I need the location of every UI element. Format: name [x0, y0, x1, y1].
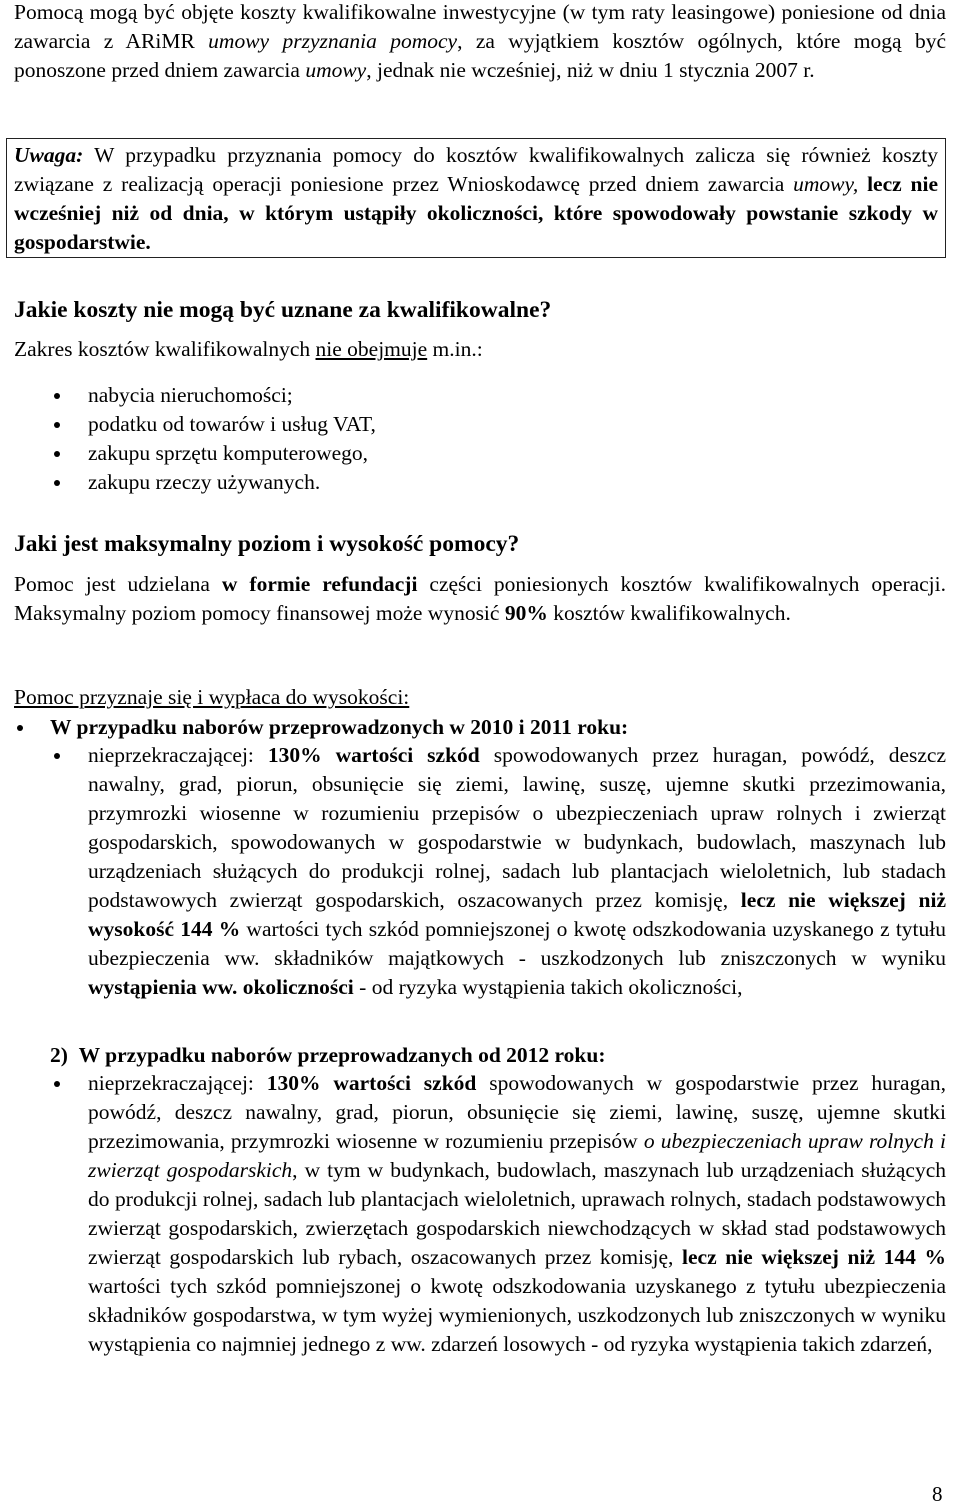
page-number: 8 — [932, 1482, 943, 1506]
section1-lead: Zakres kosztów kwalifikowalnych nie obejmuje m.in.: — [14, 337, 483, 361]
section1-heading: Jakie koszty nie mogą być uznane za kwalifikowalne? — [14, 297, 552, 323]
section2-heading: Jaki jest maksymalny poziom i wysokość pomocy? — [14, 531, 520, 557]
amount-lead: Pomoc przyznaje się i wypłaca do wysokości: — [14, 685, 410, 709]
case2-title: 2) W przypadku naborów przeprowadzanych od 2012 roku: — [50, 1043, 606, 1067]
case1-text: nieprzekraczającej: 130% wartości szkód spowodowanych przez huragan, powódź, deszcz nawalny, grad, piorun, obsunięcie się ziemi, lawinę, suszę, ujemne skutki przezimowania, przymrozki wiosenne w rozumieniu przepisów o ubezpieczeniach upraw rolnych i zwierząt gospodarskich, spowodowanych w gospodarstwie w budynkach, budowlach, maszynach lub urządzeniach służących do produkcji rolnej, sadach lub plantacjach wieloletnich, lub stadach podstawowych zwierząt gospodarskich, oszacowanych przez komisję, lecz nie większej niż wysokość 144 % wartości tych szkód pomniejszonej o kwotę odszkodowania uzyskanego z tytułu ubezpieczenia ww. składników majątkowych - uszkodzonych lub zniszczonych w wyniku wystąpienia ww. okoliczności - od ryzyka wystąpienia takich okoliczności, — [88, 743, 947, 999]
bullet-icon — [54, 1081, 60, 1087]
case1-title: W przypadku naborów przeprowadzonych w 2010 i 2011 roku: — [50, 715, 629, 739]
bullet-icon — [54, 451, 60, 457]
case2-text: nieprzekraczającej: 130% wartości szkód spowodowanych w gospodarstwie przez huragan, powódź, deszcz nawalny, grad, piorun, obsunięcie się ziemi, lawinę, suszę, ujemne skutki przezimowania, przymrozki wiosenne w rozumieniu przepisów o ubezpieczeniach upraw rolnych i zwierząt gospodarskich, w tym w budynkach, budowlach, maszynach lub urządzeniach służących do produkcji rolnej, sadach lub plantacjach wieloletnich, uprawach rolnych, stadach podstawowych zwierząt gospodarskich, zwierzętach gospodarskich niewchodzących w skład stad podstawowych zwierząt gospodarskich lub rybach, oszacowanych przez komisję, lecz nie większej niż 144 % wartości tych szkód pomniejszonej o kwotę odszkodowania uzyskanego z tytułu ubezpieczenia składników gospodarstwa, w tym wyżej wymienionych, uszkodzonych lub zniszczonych w wyniku wystąpienia co najmniej jednego z ww. zdarzeń losowych - od ryzyka wystąpienia takich zdarzeń, — [88, 1071, 947, 1356]
refund-paragraph: Pomoc jest udzielana w formie refundacji części poniesionych kosztów kwalifikowalnych operacji. Maksymalny poziom pomocy finansowej może wynosić 90% kosztów kwalifikowalnych. — [14, 572, 947, 625]
list-item: zakupu rzeczy używanych. — [14, 468, 376, 497]
list-item: nabycia nieruchomości; — [14, 381, 376, 410]
bullet-icon — [17, 725, 23, 731]
bullet-icon — [54, 393, 60, 399]
bullet-icon — [54, 753, 60, 759]
note-label: Uwaga: — [14, 143, 84, 167]
list-item: zakupu sprzętu komputerowego, — [14, 439, 376, 468]
list-item: podatku od towarów i usług VAT, — [14, 410, 376, 439]
case2-number: 2) — [50, 1043, 68, 1067]
intro-paragraph: Pomocą mogą być objęte koszty kwalifikowalne inwestycyjne (w tym raty leasingowe) poniesione od dnia zawarcia z ARiMR umowy przyznania pomocy, za wyjątkiem kosztów ogólnych, które mogą być ponoszone przed dniem zawarcia umowy, jednak nie wcześniej, niż w dniu 1 stycznia 2007 r. — [14, 0, 946, 82]
bullet-icon — [54, 480, 60, 486]
note-text: Uwaga: W przypadku przyznania pomocy do kosztów kwalifikowalnych zalicza się również koszty związane z realizacją operacji poniesione przez Wnioskodawcę przed dniem zawarcia umowy, lecz nie wcześniej niż od dnia, w którym ustąpiły okoliczności, które spowodowały powstanie szkody w gospodarstwie. — [14, 143, 938, 254]
note-box — [6, 138, 946, 258]
excluded-costs-list — [14, 381, 376, 497]
bullet-icon — [54, 422, 60, 428]
